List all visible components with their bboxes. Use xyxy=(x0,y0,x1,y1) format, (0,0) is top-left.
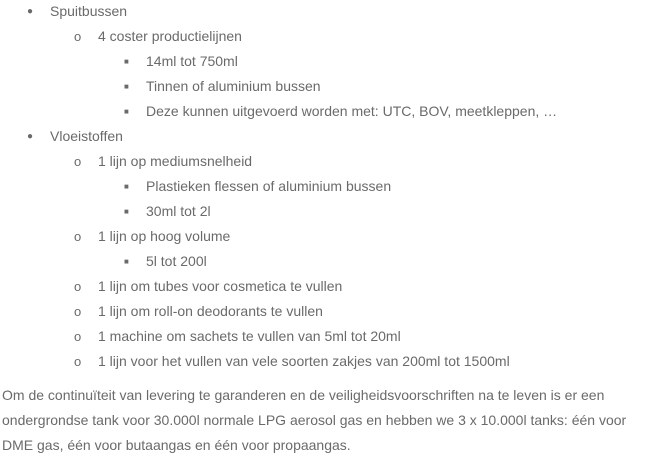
list-item-label: 1 lijn op hoog volume xyxy=(98,228,231,244)
list-item-label: Plastieken flessen of aluminium bussen xyxy=(146,178,392,194)
bullet-circle-icon: o xyxy=(74,329,82,344)
bullet-circle-icon: o xyxy=(74,304,82,319)
continuity-paragraph: Om de continuïteit van levering te garanderen en de veiligheidsvoorschriften na te leven is er een ondergrondse tank voor 30.000l normale LPG aerosol gas en hebben we 3 x 10.000l tanks: één voor DME gas, één voor butaangas en één voor propaangas. xyxy=(2,387,627,453)
bullet-circle-icon: o xyxy=(74,229,82,244)
bullet-square-icon: ■ xyxy=(124,57,129,66)
list-item-label: 4 coster productielijnen xyxy=(98,28,242,44)
list-item-label: 14ml tot 750ml xyxy=(146,53,238,69)
bullet-square-icon: ■ xyxy=(124,207,129,216)
bullet-disc-icon: ● xyxy=(27,131,34,142)
list-item-label: 30ml tot 2l xyxy=(146,203,211,219)
list-item-label: 1 lijn om tubes voor cosmetica te vullen xyxy=(98,278,343,294)
bullet-circle-icon: o xyxy=(74,279,82,294)
bullet-square-icon: ■ xyxy=(124,107,129,116)
bullet-circle-icon: o xyxy=(74,354,82,369)
bullet-circle-icon: o xyxy=(74,154,82,169)
list-item-label: 1 lijn op mediumsnelheid xyxy=(98,153,253,169)
bullet-disc-icon: ● xyxy=(27,6,34,17)
bullet-square-icon: ■ xyxy=(124,257,129,266)
list-item-label: Spuitbussen xyxy=(50,3,128,19)
list-item-label: Tinnen of aluminium bussen xyxy=(146,78,321,94)
bullet-square-icon: ■ xyxy=(124,82,129,91)
list-item-label: 1 machine om sachets te vullen van 5ml tot 20ml xyxy=(98,328,401,344)
list-item-label: 1 lijn voor het vullen van vele soorten zakjes van 200ml tot 1500ml xyxy=(98,353,510,369)
list-item-label: 5l tot 200l xyxy=(146,253,207,269)
list-item-label: Deze kunnen uitgevoerd worden met: UTC, BOV, meetkleppen, … xyxy=(146,103,558,119)
bullet-circle-icon: o xyxy=(74,29,82,44)
bullet-square-icon: ■ xyxy=(124,182,129,191)
list-item-label: Vloeistoffen xyxy=(50,128,123,144)
list-item-label: 1 lijn om roll-on deodorants te vullen xyxy=(98,303,323,319)
